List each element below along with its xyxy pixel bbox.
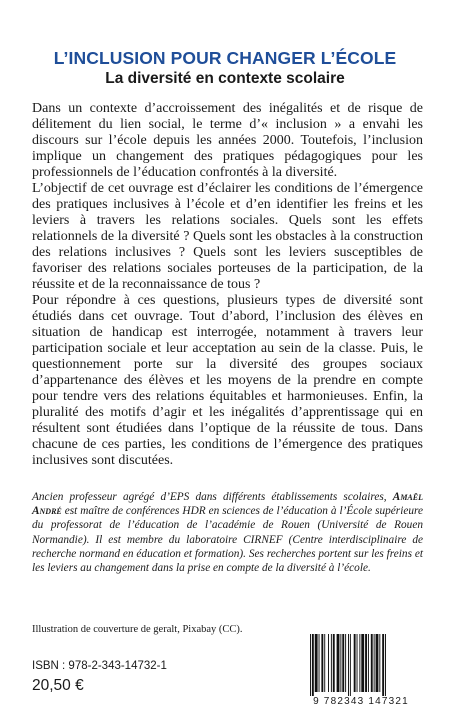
barcode-bar (312, 634, 314, 696)
barcode-bar (321, 634, 323, 692)
barcode-bar (376, 634, 379, 692)
summary-paragraph-3: Pour répondre à ces questions, plusieurs types de diversité sont étudiés dans cet ouvrage. Tout d’abord, l’inclusion des élèves en situation de handicap est interrogée, notamment à travers leur participation sociale et leur acceptation au sein de la classe. Puis, le questionnement porte sur la diversité des groupes sociaux d’appartenance des élèves et les moyens de la prendre en compte pour tendre vers des relations équitables et harmonieuses. Enfin, la pluralité des motifs d’agir et les inégalités d’apprentissage qui en résultent sont étudiées dans l’optique de la réussite de tous. Dans chacune de ces parties, les conditions de l’émergence des pratiques inclusives sont discutées. (32, 293, 423, 468)
barcode-bar (374, 634, 375, 692)
barcode-bar (379, 634, 380, 692)
barcode-bar (315, 634, 318, 692)
barcode-bar (345, 634, 346, 692)
barcode (302, 632, 420, 710)
barcode-bar (354, 634, 356, 692)
barcode-bar (340, 634, 341, 692)
summary-text (32, 101, 423, 469)
barcode-bar (324, 634, 325, 692)
barcode-bar (333, 634, 335, 692)
author-bio (32, 490, 423, 575)
barcode-bar (359, 634, 360, 692)
barcode-bar (319, 634, 320, 692)
barcode-bar (331, 634, 332, 692)
book-title: L’INCLUSION POUR CHANGER L’ÉCOLE (53, 48, 397, 68)
barcode-bar (342, 634, 344, 692)
summary-paragraph-1: Dans un contexte d’accroissement des inégalités et de risque de délitement du lien social, le terme d’« inclusion » a envahi les discours sur l’école depuis les années 2000. Toutefois, l’inclusion implique un changement des pratiques pédagogiques pour les professionnels de l’éducation confrontés à la diversité. (32, 101, 423, 180)
author-name: Amaël André (32, 491, 423, 518)
barcode-bar (357, 634, 358, 692)
price: 20,50 € (32, 677, 84, 694)
bio-intro: Ancien professeur agrégé d’EPS dans différents établissements scolaires, (32, 491, 387, 503)
barcode-bar (365, 634, 367, 692)
barcode-bar (328, 634, 329, 692)
barcode-bar (382, 634, 384, 696)
barcode-bar (310, 634, 311, 696)
bio-text: est maître de conférences HDR en sciences de l’éducation à l’École supérieure du professorat de l’éducation de l’académie de Rouen (Université de Rouen Normandie). Il est membre du laboratoire CIRNEF (Centre interdisciplinaire de recherche normand en éducation et formation). Ses recherches portent sur les freins et les leviers au changement dans la prise en compte de la diversité à l’école. (32, 505, 423, 575)
barcode-bars (302, 632, 420, 696)
summary-paragraph-2: L’objectif de cet ouvrage est d’éclairer les conditions de l’émergence des pratiques inclusives à l’école et d’en identifier les freins et les leviers à travers les relations sociales. Quels sont les effets relationnels de la diversité ? Quels sont les obstacles à la construction des relations inclusives ? Quels sont les leviers susceptibles de favoriser des relations sociales porteuses de la participation, de la réussite et de la reconnaissance de tous ? (32, 181, 423, 292)
barcode-bar (350, 634, 351, 696)
book-subtitle: La diversité en contexte scolaire (105, 70, 345, 87)
cover-credit: Illustration de couverture de geralt, Pixabay (CC). (32, 624, 243, 635)
barcode-bar (348, 634, 349, 696)
barcode-bar (368, 634, 369, 692)
barcode-bar (371, 634, 373, 692)
barcode-bar (337, 634, 340, 692)
isbn: ISBN : 978-2-343-14732-1 (32, 660, 167, 672)
barcode-bar (385, 634, 386, 696)
barcode-bar (361, 634, 364, 692)
barcode-digits: 9 782343 147321 (313, 696, 409, 707)
